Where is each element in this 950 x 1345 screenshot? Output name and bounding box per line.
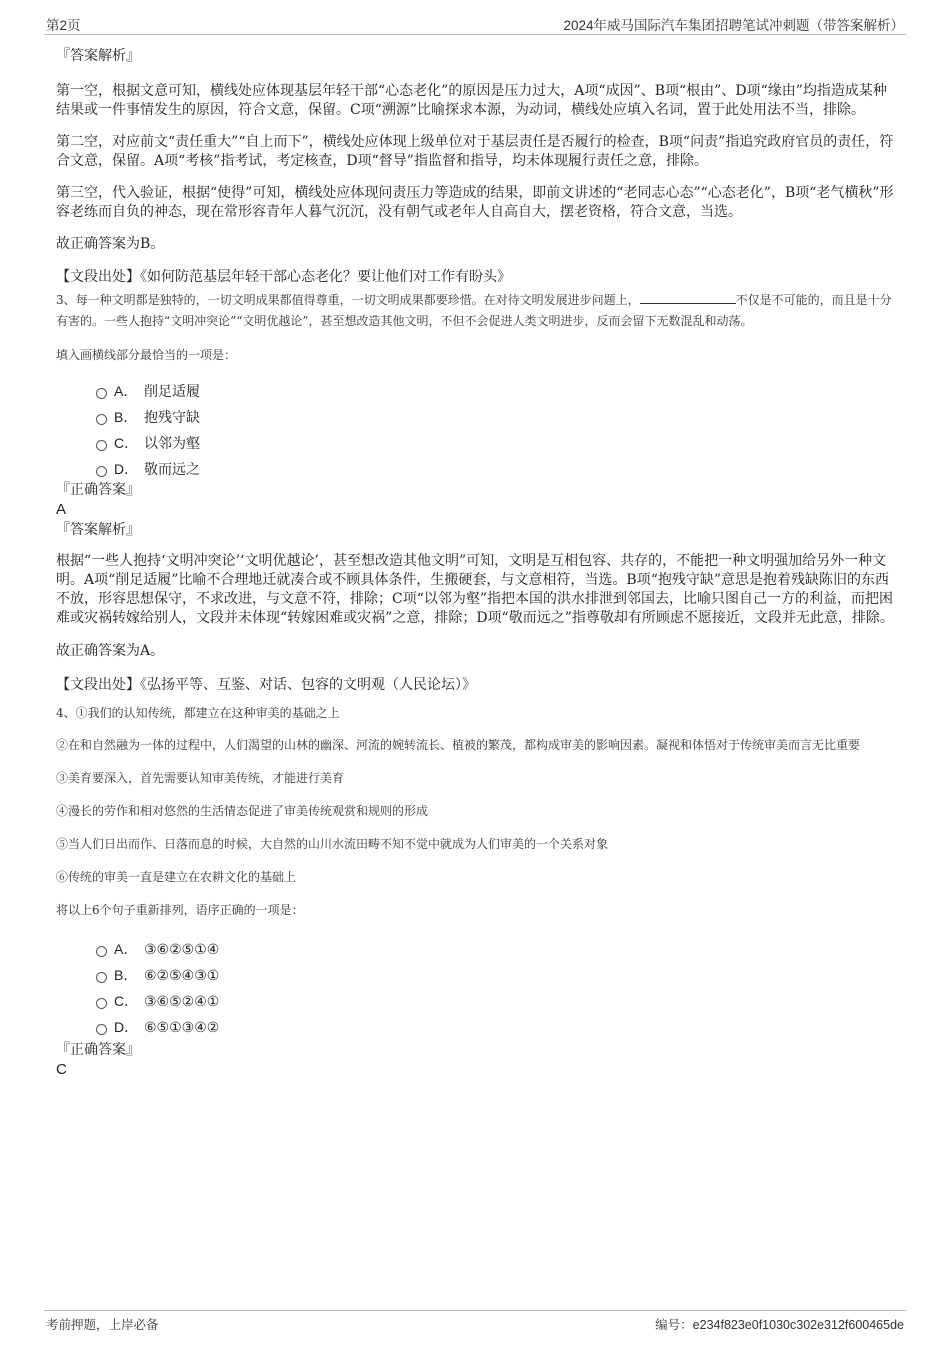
q4-option-a[interactable]: A． ③⑥②⑤①④ [56, 938, 896, 964]
q2-source: 【文段出处】《如何防范基层年轻干部心态老化？要让他们对工作有盼头》 [56, 269, 511, 285]
q4-answer-tag: 『正确答案』 [56, 1042, 140, 1058]
q4-sentence-5: ⑤当人们日出而作、日落而息的时候，大自然的山川水流田畴不知不觉中就成为人们审美的一个关系对象 [56, 837, 609, 851]
radio-icon[interactable] [96, 466, 107, 477]
page-header [44, 10, 906, 35]
q4-sentence-3: ③美育要深入，首先需要认知审美传统，才能进行美育 [56, 771, 345, 785]
q2-analysis-paragraph-1: 第一空，根据文意可知，横线处应体现基层年轻干部“心态老化”的原因是压力过大，A项“成因”、B项“根由”、D项“缘由”均指造成某种结果或一件事情发生的原因，符合文意，保留。C项“溯源”比喻探求本源，为动词，横线处应填入名词，置于此处用法不当，排除。 [56, 83, 887, 118]
q4-answer: C [56, 1061, 67, 1078]
q2-conclusion: 故正确答案为B。 [56, 236, 165, 252]
q4-option-b[interactable]: B． ⑥②⑤④③① [56, 964, 896, 990]
q3-conclusion: 故正确答案为A。 [56, 643, 165, 659]
document-title: 2024年威马国际汽车集团招聘笔试冲刺题（带答案解析） [563, 18, 904, 33]
radio-icon[interactable] [96, 946, 107, 957]
q3-option-b[interactable]: B． 抱残守缺 [56, 406, 896, 432]
q3-source: 【文段出处】《弘扬平等、互鉴、对话、包容的文明观（人民论坛）》 [56, 677, 476, 693]
q2-analysis-tag: 『答案解析』 [56, 48, 140, 64]
q3-answer-tag: 『正确答案』 [56, 482, 140, 498]
q4-sentence-1: 4、①我们的认知传统，都建立在这种审美的基础之上 [56, 706, 340, 720]
q3-stem [56, 289, 896, 332]
q4-option-c[interactable]: C． ③⑥⑤②④① [56, 990, 896, 1016]
q3-answer: A [56, 501, 67, 518]
q3-option-a[interactable]: A． 削足适履 [56, 380, 896, 406]
q4-option-d[interactable]: D． ⑥⑤①③④② [56, 1016, 896, 1042]
q3-analysis-tag: 『答案解析』 [56, 522, 140, 538]
radio-icon[interactable] [96, 440, 107, 451]
page-footer [44, 1310, 906, 1335]
footer-slogan: 考前押题，上岸必备 [46, 1318, 159, 1332]
q3-option-c[interactable]: C． 以邻为壑 [56, 432, 896, 458]
radio-icon[interactable] [96, 998, 107, 1009]
q2-analysis-paragraph-3: 第三空，代入验证，根据“使得”可知，横线处应体现问责压力等造成的结果，即前文讲述的“老同志心态”“心态老化”，B项“老气横秋”形容老练而自负的神态，现在常形容青年人暮气沉沉，没有朝气或老年人自高自大，摆老资格，符合文意，当选。 [56, 185, 894, 220]
document-code: 编号：e234f823e0f1030c302e312f600465de [655, 1318, 904, 1332]
q4-sentence-2: ②在和自然融为一体的过程中，人们渴望的山林的幽深、河流的婉转流长、植被的繁茂，都构成审美的影响因素。凝视和体悟对于传统审美而言无比重要 [56, 738, 861, 752]
page-number: 第2页 [46, 18, 81, 33]
radio-icon[interactable] [96, 1024, 107, 1035]
q3-analysis: 根据“一些人抱持‘文明冲突论’‘文明优越论’，甚至想改造其他文明”可知，文明是互相包容、共存的，不能把一种文明强加给另外一种文明。A项“削足适履”比喻不合理地迁就凑合或不顾具体条件，生搬硬套，与文意相符，当选。B项“抱残守缺”意思是抱着残缺陈旧的东西不放，形容思想保守，不求改进，与文意不符，排除；C项“以邻为壑”指把本国的洪水排泄到邻国去，比喻只图自己一方的利益，而把困难或灾祸转嫁给别人，文段并未体现“转嫁困难或灾祸”之意，排除；D项“敬而远之”指尊敬却有所顾虑不愿接近，文段并无此意，排除。 [56, 553, 894, 626]
radio-icon[interactable] [96, 414, 107, 425]
q3-stem-before: 3、每一种文明都是独特的，一切文明成果都值得尊重，一切文明成果都要珍惜。在对待文明发展进步问题上， [56, 293, 640, 307]
q4-options [56, 938, 896, 1042]
radio-icon[interactable] [96, 388, 107, 399]
q4-sentence-4: ④漫长的劳作和相对悠然的生活情态促进了审美传统观赏和规则的形成 [56, 804, 429, 818]
q3-blank [640, 289, 736, 304]
q3-prompt: 填入画横线部分最恰当的一项是： [56, 348, 237, 362]
radio-icon[interactable] [96, 972, 107, 983]
q3-option-d[interactable]: D． 敬而远之 [56, 458, 896, 484]
q4-prompt: 将以上6个句子重新排列，语序正确的一项是： [56, 903, 304, 917]
q4-sentence-6: ⑥传统的审美一直是建立在农耕文化的基础上 [56, 870, 297, 884]
q3-stem-after: 不仅是不可能的，而且是十分有害的。一些人抱持“文明冲突论”“文明优越论”，甚至想改造其他文明，不但不会促进人类文明进步，反而会留下无数混乱和动荡。 [56, 293, 892, 328]
page-content [56, 44, 896, 1080]
q3-options [56, 380, 896, 484]
q2-analysis-paragraph-2: 第二空，对应前文“责任重大”“自上而下”，横线处应体现上级单位对于基层责任是否履行的检查，B项“问责”指追究政府官员的责任，符合文意，保留。A项“考核”指考试，考定核查，D项“督导”指监督和指导，均未体现履行责任之意，排除。 [56, 134, 894, 169]
